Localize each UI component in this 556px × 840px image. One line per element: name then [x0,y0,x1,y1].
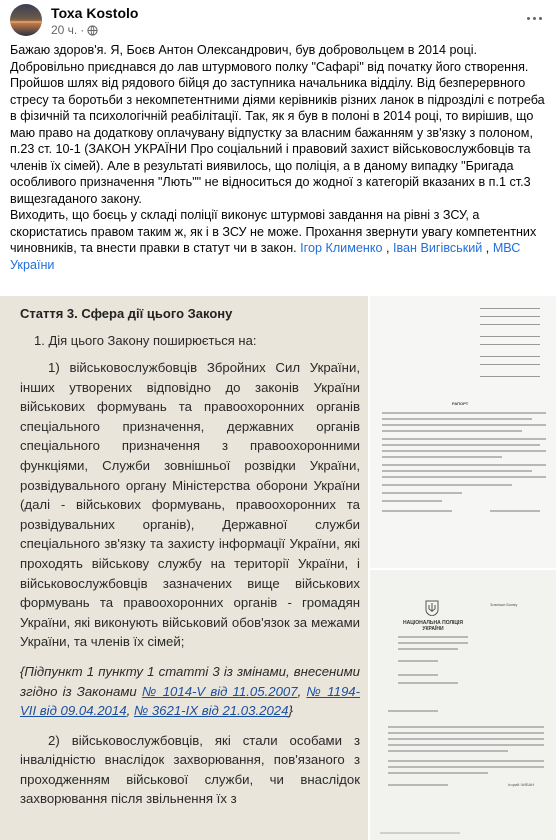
post-body [10,42,548,273]
post-time[interactable]: 20 ч. [51,23,78,37]
post-images [0,296,556,840]
trident-crest-icon [425,600,439,616]
report-heading: РАПОРТ [452,401,469,406]
post-header [0,0,556,40]
post-paragraph-2-text: Виходить, що боєць у складі поліції виконує штурмові завдання на рівні з ЗСУ, а скористатись правом таким ж, як і в ЗСУ не може. Прохання звернути увагу компетентних чиновників, та внести правки в статут чи в закон. [10,208,537,255]
article-subtitle: 1. Дія цього Закону поширюється на: [34,333,257,348]
tag-separator-2: , [482,241,493,255]
article-note: {Підпункт 1 пункту 1 статті 3 із змінами, внесеними згідно із Законами № 1014-V від 11.05.2007, № 1194-VII від 09.04.2014, № 3621-IX від 21.03.2024} [20,663,361,719]
signature-name: Ігорий ЧИБАН [508,782,535,787]
more-options-icon[interactable] [522,8,546,28]
tag-mvs-ukraine[interactable]: МВС України [10,241,521,272]
tag-separator-1: , [382,241,393,255]
post-paragraph-1: Бажаю здоров'я. Я, Боєв Антон Олександрович, був добровольцем в 2014 році. Добровільно приєднався до лав штурмового полку "Сафарі" від початку його створення. Пройшов шлях від рядового бійця до заступника начальника відділу. Від безперервного стресу та боротьби з некомпетентними діями керівників різних ланок в підрозділі є потреба в фізичній та психологічній реабілітації. Так, як я був в полоні в 2014 році, то вирішив, що маю право на додаткову оплачувану відпустку за власним бажанням у зв'язку з полоном, п.23 ст. 10-1 (ЗАКОН УКРАЇНИ Про соціальний і правовий захист військовослужбовців та членів їх сімей). Але в результаті виявилось, що поліція, а в даному випадку "Бригада особливого призначення "Лють"" не відноситься до жодної з категорій вказаних в п.1 ст.3 вищезгаданого закону. [10,43,545,206]
addressee: Зовнішн Боєву [490,602,518,607]
meta-separator: · [80,23,85,37]
post-meta [51,23,98,37]
law-article-image[interactable] [0,296,368,840]
article-item-2: 2) військовослужбовців, які стали особами з інвалідністю внаслідок захворювання, пов'язаного з проходженням військової служби, чи внаслідок захворювання після звільнення їх з [20,732,360,807]
article-title: Стаття 3. Сфера дії цього Закону [20,306,233,321]
article-item-1: 1) військовослужбовців Збройних Сил України, інших утворених відповідно до законів України військових формувань та правоохоронних органів спеціального призначення, державних органів спеціального призначення з правоохоронними функціями, Служби зовнішньої розвідки України, розвідувального органу Міністерства оборони України (далі - військових формувань, правоохоронних та розвідувальних органів), Державної служби спеціального зв'язку та захисту інформації України, які проходять військову службу на території України, і військовослужбовців зазначених вище військових формувань та правоохоронних органів - громадян України, які виконують військовий обов'язок за межами України, та членів їх сімей; [20,360,360,650]
police-org-title: НАЦІОНАЛЬНА ПОЛІЦІЯ УКРАЇНИ [402,620,464,632]
tag-ivan-vyhivskyi[interactable]: Іван Вигівський [392,241,483,255]
author-name[interactable]: Тоха Kostolo [51,5,139,21]
law-link-2: № 1194-VII від 09.04.2014 [20,683,361,719]
author-avatar[interactable] [10,4,42,36]
law-link-3: № 3621-IX від 21.03.2024 [133,703,289,719]
post-paragraph-2 [10,207,548,273]
report-document-image[interactable] [370,296,556,568]
police-letter-image[interactable] [370,570,556,840]
law-link-1: № 1014-V від 11.05.2007 [141,683,298,699]
tag-ihor-klymenko[interactable]: Ігор Клименко [300,241,383,255]
globe-icon [87,25,98,36]
